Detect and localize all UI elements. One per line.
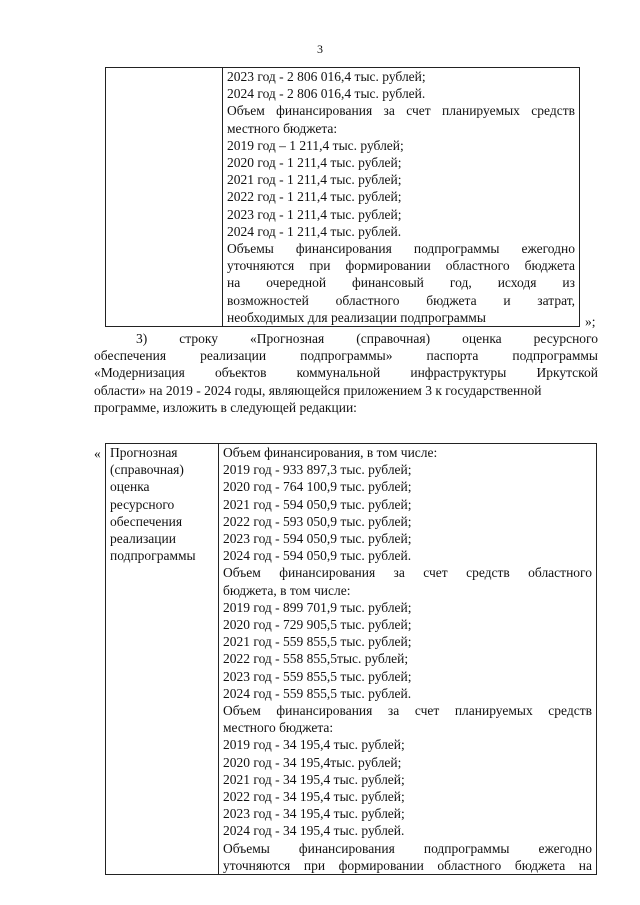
text-line: обеспечения реализации подпрограммы» паспорта подпрограммы <box>94 348 598 364</box>
text-line: необходимых для реализации подпрограммы <box>227 309 486 325</box>
text-line: 2023 год - 1 211,4 тыс. рублей; <box>227 206 402 222</box>
amendment-paragraph <box>94 330 598 416</box>
row-label-cell <box>106 444 219 875</box>
text-line: Объем финансирования, в том числе: <box>223 445 438 460</box>
text-line: 2024 год - 1 211,4 тыс. рублей. <box>227 223 402 239</box>
text-line: 2023 год - 2 806 016,4 тыс. рублей; <box>227 69 426 84</box>
text-line: 2023 год - 34 195,4 тыс. рублей; <box>223 806 405 822</box>
text-line: программе, изложить в следующей редакции: <box>94 399 357 415</box>
financing-details-cell <box>223 68 580 327</box>
text-line: возможностей областного бюджета и затрат, <box>227 292 575 308</box>
text-line: 2019 год – 1 211,4 тыс. рублей; <box>227 137 404 153</box>
text-line: Объем финансирования за счет планируемых средств <box>223 703 592 719</box>
text-line: 2022 год - 558 855,5тыс. рублей; <box>223 651 409 667</box>
text-line: «Модернизация объектов коммунальной инфраструктуры Иркутской <box>94 365 598 381</box>
text-line: на очередной финансовый год, исходя из <box>227 275 575 291</box>
text-line: 2020 год - 1 211,4 тыс. рублей; <box>227 155 402 171</box>
text-line: 2020 год - 729 905,5 тыс. рублей; <box>223 617 412 633</box>
page-number: 3 <box>317 42 323 56</box>
text-line: местного бюджета: <box>227 120 338 136</box>
financing-details-cell <box>219 444 597 875</box>
text-line: местного бюджета: <box>223 720 334 736</box>
text-line: 3) строку «Прогнозная (справочная) оценка ресурсного <box>136 331 598 346</box>
text-line: уточняются при формировании областного бюджета на <box>223 857 592 873</box>
text-line: 2021 год - 1 211,4 тыс. рублей; <box>227 172 402 188</box>
text-line: 2022 год - 34 195,4 тыс. рублей; <box>223 789 405 805</box>
left-cell-empty <box>106 68 223 327</box>
text-line: 2023 год - 559 855,5 тыс. рублей; <box>223 668 412 684</box>
resource-estimate-table <box>105 443 597 875</box>
text-line: 2024 год - 559 855,5 тыс. рублей. <box>223 685 412 701</box>
text-line: Объем финансирования за счет средств областного <box>223 565 592 581</box>
text-line: 2022 год - 593 050,9 тыс. рублей; <box>223 513 412 529</box>
text-line: 2019 год - 34 195,4 тыс. рублей; <box>223 737 405 753</box>
text-line: области» на 2019 - 2024 годы, являющейся приложением 3 к государственной <box>94 382 542 398</box>
closing-quote: »; <box>585 314 596 329</box>
label-line: обеспечения <box>110 513 183 529</box>
label-line: (справочная) <box>110 462 184 478</box>
text-line: 2021 год - 34 195,4 тыс. рублей; <box>223 771 405 787</box>
text-line: 2023 год - 594 050,9 тыс. рублей; <box>223 531 412 547</box>
text-line: 2020 год - 764 100,9 тыс. рублей; <box>223 479 412 495</box>
text-line: 2024 год - 594 050,9 тыс. рублей. <box>223 548 412 564</box>
financing-table-continued <box>105 67 580 327</box>
text-line: 2021 год - 594 050,9 тыс. рублей; <box>223 496 412 512</box>
text-line: 2019 год - 933 897,3 тыс. рублей; <box>223 462 412 478</box>
label-line: ресурсного <box>110 496 175 512</box>
text-line: бюджета, в том числе: <box>223 582 351 598</box>
label-line: оценка <box>110 479 150 495</box>
text-line: Объемы финансирования подпрограммы ежегодно <box>223 840 592 856</box>
text-line: 2024 год - 2 806 016,4 тыс. рублей. <box>227 86 426 102</box>
text-line: Объем финансирования за счет планируемых средств <box>227 103 575 119</box>
label-line: Прогнозная <box>110 445 178 460</box>
text-line: 2019 год - 899 701,9 тыс. рублей; <box>223 599 412 615</box>
label-line: подпрограммы <box>110 548 196 564</box>
text-line: 2024 год - 34 195,4 тыс. рублей. <box>223 823 405 839</box>
text-line: Объемы финансирования подпрограммы ежегодно <box>227 241 575 257</box>
text-line: уточняются при формировании областного бюджета <box>227 258 575 274</box>
label-line: реализации <box>110 531 176 547</box>
text-line: 2020 год - 34 195,4тыс. рублей; <box>223 754 402 770</box>
text-line: 2021 год - 559 855,5 тыс. рублей; <box>223 634 412 650</box>
opening-quote: « <box>94 446 101 461</box>
text-line: 2022 год - 1 211,4 тыс. рублей; <box>227 189 402 205</box>
